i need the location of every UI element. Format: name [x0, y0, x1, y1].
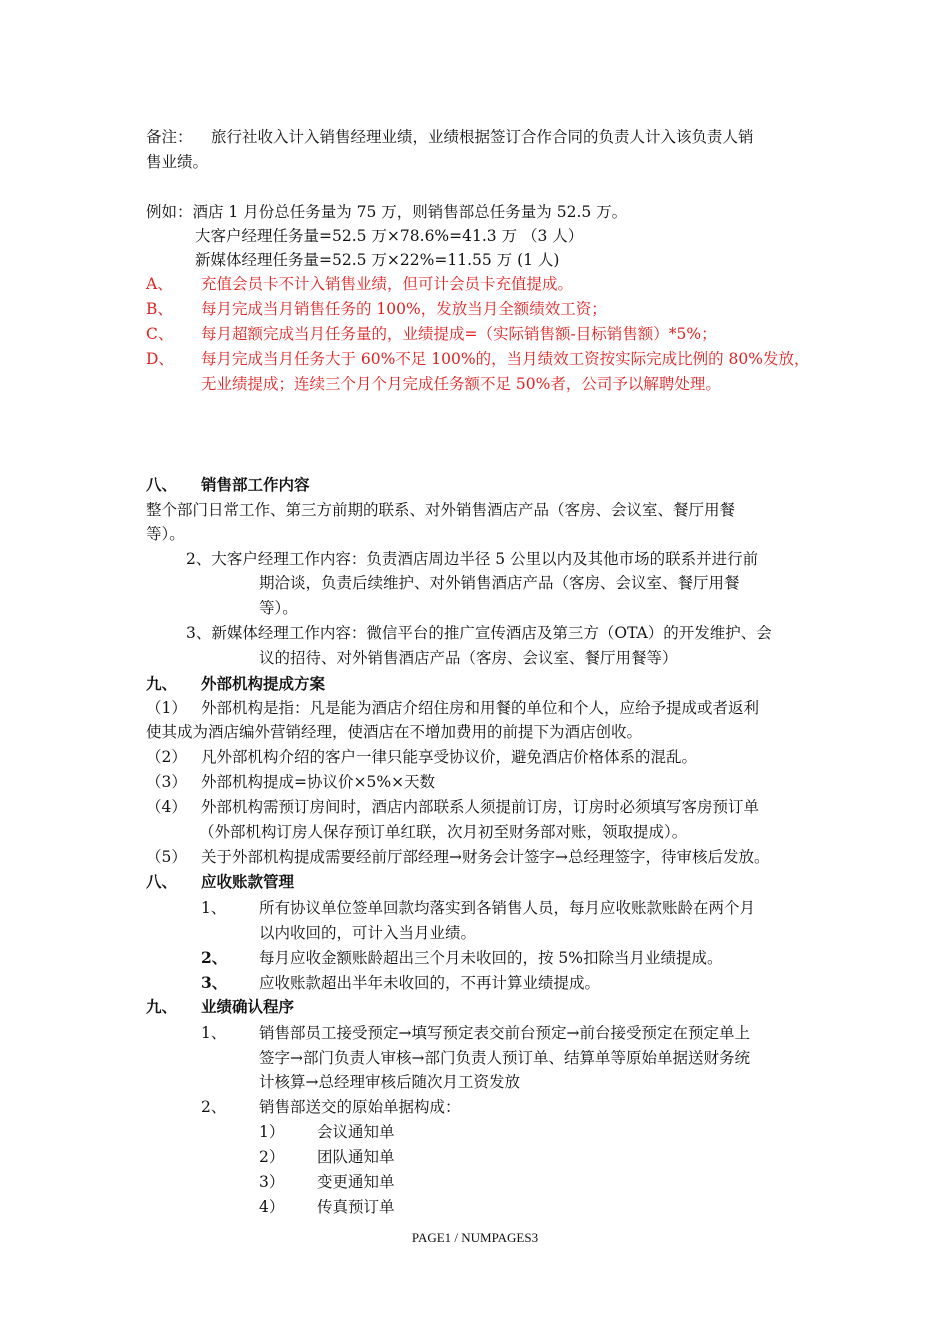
- section-9b-title: 业绩确认程序: [201, 997, 295, 1016]
- doc-item-4-marker: 4）: [259, 1198, 285, 1216]
- example-line-2: 大客户经理任务量=52.5 万×78.6%=41.3 万 （3 人）: [195, 227, 584, 245]
- sec8b-item-1-line-2: 以内收回的，可计入当月业绩。: [259, 924, 477, 942]
- sec8b-item-1-marker: 1、: [201, 899, 227, 917]
- sec9-item-1-marker: （1）: [146, 699, 187, 717]
- section-8-item3-line-2: 议的招待、对外销售酒店产品（客房、会议室、餐厅用餐等）: [259, 649, 678, 667]
- rule-c-text: 每月超额完成当月任务量的，业绩提成=（实际销售额-目标销售额）*5%；: [201, 325, 717, 343]
- rule-d-text-2: 无业绩提成；连续三个月个月完成任务额不足 50%者，公司予以解聘处理。: [201, 375, 721, 393]
- section-8-item3-line-1: 3、新媒体经理工作内容：微信平台的推广宣传酒店及第三方（OTA）的开发维护、会: [186, 624, 772, 642]
- rule-b-marker: B、: [146, 300, 173, 318]
- sec9-item-2-marker: （2）: [146, 748, 187, 766]
- doc-item-1-label: 会议通知单: [317, 1123, 395, 1141]
- section-9b-number: 九、: [146, 997, 178, 1016]
- section-8b-title: 应收账款管理: [201, 872, 295, 891]
- sec9b-item-2-marker: 2、: [201, 1098, 227, 1116]
- rule-d-marker: D、: [146, 350, 174, 368]
- sec8b-item-2-marker: 2、: [201, 948, 228, 967]
- section-8-title: 销售部工作内容: [201, 475, 310, 494]
- section-8-number: 八、: [146, 475, 178, 494]
- sec8b-item-3-line-1: 应收账款超出半年未收回的，不再计算业绩提成。: [259, 974, 601, 992]
- sec8b-item-3-marker: 3、: [201, 973, 228, 992]
- sec9-item-5-marker: （5）: [146, 848, 187, 866]
- sec9b-item-1-line-3: 计核算→总经理审核后随次月工资发放: [259, 1073, 520, 1091]
- note-label: 备注：: [146, 128, 193, 146]
- sec9b-item-1-line-1: 销售部员工接受预定→填写预定表交前台预定→前台接受预定在预定单上: [259, 1024, 750, 1042]
- note-line-2: 售业绩。: [146, 153, 209, 171]
- sec9-item-1-line-2: 使其成为酒店编外营销经理，使酒店在不增加费用的前提下为酒店创收。: [146, 723, 643, 741]
- section-9-number: 九、: [146, 674, 178, 693]
- sec9b-item-1-marker: 1、: [201, 1024, 227, 1042]
- sec9-item-5-line-1: 关于外部机构提成需要经前厅部经理→财务会计签字→总经理签字，待审核后发放。: [201, 848, 770, 866]
- section-8b-number: 八、: [146, 872, 178, 891]
- sec9-item-1-line-1: 外部机构是指：凡是能为酒店介绍住房和用餐的单位和个人，应给予提成或者返利: [201, 699, 760, 717]
- section-8-item2-line-1: 2、大客户经理工作内容：负责酒店周边半径 5 公里以内及其他市场的联系并进行前: [186, 550, 759, 568]
- note-line-1: 旅行社收入计入销售经理业绩，业绩根据签订合作合同的负责人计入该负责人销: [211, 128, 754, 146]
- rule-c-marker: C、: [146, 325, 174, 343]
- sec9b-item-2-line-1: 销售部送交的原始单据构成：: [259, 1098, 461, 1116]
- example-line-3: 新媒体经理任务量=52.5 万×22%=11.55 万 (1 人): [195, 251, 560, 269]
- section-9-title: 外部机构提成方案: [201, 674, 326, 693]
- rule-a-marker: A、: [146, 275, 173, 293]
- sec9-item-4-line-2: （外部机构订房人保存预订单红联，次月初至财务部对账，领取提成）。: [199, 823, 688, 841]
- sec8b-item-2-line-1: 每月应收金额账龄超出三个月未收回的，按 5%扣除当月业绩提成。: [259, 949, 723, 967]
- section-8-item2-line-3: 等）。: [259, 599, 298, 617]
- sec9b-item-1-line-2: 签字→部门负责人审核→部门负责人预订单、结算单等原始单据送财务统: [259, 1049, 750, 1067]
- rule-a-text: 充值会员卡不计入销售业绩，但可计会员卡充值提成。: [201, 275, 574, 293]
- rule-d-text-1: 每月完成当月任务大于 60%不足 100%的，当月绩效工资按实际完成比例的 80%发放，: [201, 350, 810, 368]
- sec9-item-4-marker: （4）: [146, 798, 187, 816]
- sec9-item-4-line-1: 外部机构需预订房间时，酒店内部联系人须提前订房，订房时必须填写客房预订单: [201, 798, 760, 816]
- page-footer: PAGE1 / NUMPAGES3: [411, 1230, 539, 1245]
- section-8-item2-line-2: 期洽谈，负责后续维护、对外销售酒店产品（客房、会议室、餐厅用餐: [259, 574, 740, 592]
- doc-item-4-label: 传真预订单: [317, 1198, 395, 1216]
- sec9-item-2-line-1: 凡外部机构介绍的客户一律只能享受协议价，避免酒店价格体系的混乱。: [201, 748, 698, 766]
- doc-item-3-marker: 3）: [259, 1173, 285, 1191]
- doc-item-3-label: 变更通知单: [317, 1173, 395, 1191]
- doc-item-2-marker: 2）: [259, 1148, 285, 1166]
- doc-item-2-label: 团队通知单: [317, 1148, 395, 1166]
- doc-item-1-marker: 1）: [259, 1123, 285, 1141]
- rule-b-text: 每月完成当月销售任务的 100%，发放当月全额绩效工资；: [201, 300, 607, 318]
- section-8-p1-line-2: 等）。: [146, 525, 185, 543]
- sec9-item-3-marker: （3）: [146, 773, 187, 791]
- example-line-1: 例如：酒店 1 月份总任务量为 75 万，则销售部总任务量为 52.5 万。: [146, 203, 628, 221]
- sec9-item-3-line-1: 外部机构提成=协议价×5%×天数: [201, 773, 436, 791]
- section-8-p1-line-1: 整个部门日常工作、第三方前期的联系、对外销售酒店产品（客房、会议室、餐厅用餐: [146, 501, 736, 519]
- sec8b-item-1-line-1: 所有协议单位签单回款均落实到各销售人员，每月应收账款账龄在两个月: [259, 899, 756, 917]
